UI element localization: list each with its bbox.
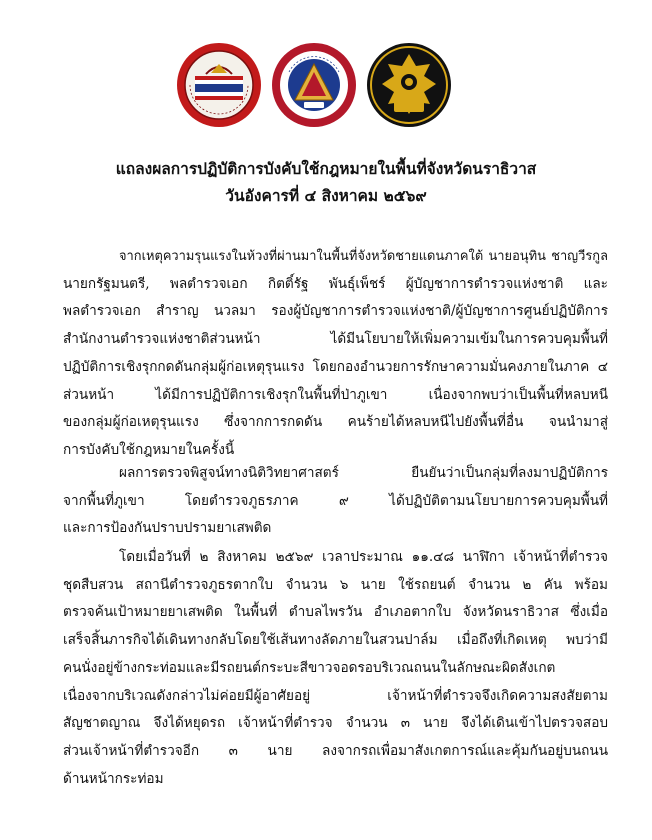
document-date: วันอังคารที่ ๔ สิงหาคม ๒๕๖๙ [225, 186, 427, 205]
paragraph-line: คนนั่งอยู่ข้างกระท่อมและมีรถยนต์กระบะสีขาวจอดรอบริเวณถนนในลักษณะผิดสังเกต [63, 659, 556, 676]
paragraph-line: ชุดสืบสวน สถานีตำรวจภูธรตากใบ จำนวน ๖ นาย ใช้รถยนต์ จำนวน ๒ คัน พร้อม [63, 576, 608, 593]
paragraph-line: และการป้องกันปราบปรามยาเสพติด [63, 520, 272, 537]
paragraph-line: จากพื้นที่ภูเขา โดยตำรวจภูธรภาค ๙ ได้ปฏิบัติตามนโยบายการควบคุมพื้นที่ [63, 492, 608, 509]
logo-bar [0, 42, 652, 132]
paragraph-line: จากเหตุความรุนแรงในห้วงที่ผ่านมาในพื้นที่จังหวัดชายแดนภาคใต้ นายอนุทิน ชาญวีรกูล [119, 249, 608, 264]
paragraph-line: ส่วนหน้า ได้มีการปฏิบัติการเชิงรุกในพื้นที่ป่าภูเขา เนื่องจากพบว่าเป็นพื้นที่หลบหนี [63, 386, 608, 403]
paragraph-2 [63, 460, 608, 543]
paragraph-line: เนื่องจากบริเวณดังกล่าวไม่ค่อยมีผู้อาศัยอยู่ เจ้าหน้าที่ตำรวจจึงเกิดความสงสัยตาม [63, 687, 608, 704]
paragraph-3 [63, 544, 608, 793]
paragraph-line: พลตำรวจเอก สำราญ นวลมา รองผู้บัญชาการตำรวจแห่งชาติ/ผู้บัญชาการศูนย์ปฏิบัติการ [63, 303, 608, 320]
paragraph-line: ปฏิบัติการเชิงรุกกดดันกลุ่มผู้ก่อเหตุรุนแรง โดยกองอำนวยการรักษาความมั่นคงภายในภาค ๔ [63, 358, 608, 375]
paragraph-line: ผลการตรวจพิสูจน์ทางนิติวิทยาศาสตร์ ยืนยันว่าเป็นกลุ่มที่ลงมาปฏิบัติการ [119, 465, 608, 481]
police-cadet-emblem-icon [176, 42, 262, 128]
paragraph-line: ของกลุ่มผู้ก่อเหตุรุนแรง ซึ่งจากการกดดัน คนร้ายได้หลบหนีไปยังพื้นที่อื่น จนนำมาสู่ [63, 414, 608, 431]
paragraph-line: สำนักงานตำรวจแห่งชาติส่วนหน้า ได้มีนโยบายให้เพิ่มความเข้มในการควบคุมพื้นที่ [63, 331, 608, 348]
paragraph-line: ส่วนเจ้าหน้าที่ตำรวจอีก ๓ นาย ลงจากรถเพื่อมาสังเกตการณ์และคุ้มกันอยู่บนถนน [63, 742, 608, 759]
document-title: แถลงผลการปฏิบัติการบังคับใช้กฎหมายในพื้นที่จังหวัดนราธิวาส [115, 159, 537, 178]
paragraph-line: ตรวจค้นเป้าหมายยาเสพติด ในพื้นที่ ตำบลไพรวัน อำเภอตากใบ จังหวัดนราธิวาส ซึ่งเมื่อ [63, 604, 608, 621]
isoc-region4-emblem-icon [271, 42, 357, 128]
paragraph-line: โดยเมื่อวันที่ ๒ สิงหาคม ๒๕๖๙ เวลาประมาณ ๑๑.๔๘ นาฬิกา เจ้าหน้าที่ตำรวจ [119, 549, 608, 565]
paragraph-line: นายกรัฐมนตรี, พลตำรวจเอก กิตติ์รัฐ พันธุ์เพ็ชร์ ผู้บัญชาการตำรวจแห่งชาติ และ [63, 275, 608, 292]
police-crest-icon [366, 42, 452, 128]
paragraph-1 [63, 243, 608, 465]
paragraph-line: การบังคับใช้กฎหมายในครั้งนี้ [63, 441, 235, 458]
paragraph-line: สัญชาตญาณ จึงได้หยุดรถ เจ้าหน้าที่ตำรวจ จำนวน ๓ นาย จึงได้เดินเข้าไปตรวจสอบ [63, 715, 608, 732]
paragraph-line: ด้านหน้ากระท่อม [63, 770, 164, 787]
paragraph-line: เสร็จสิ้นภารกิจได้เดินทางกลับโดยใช้เส้นทางลัดภายในสวนปาล์ม เมื่อถึงที่เกิดเหตุ พบว่ามี [63, 632, 608, 649]
